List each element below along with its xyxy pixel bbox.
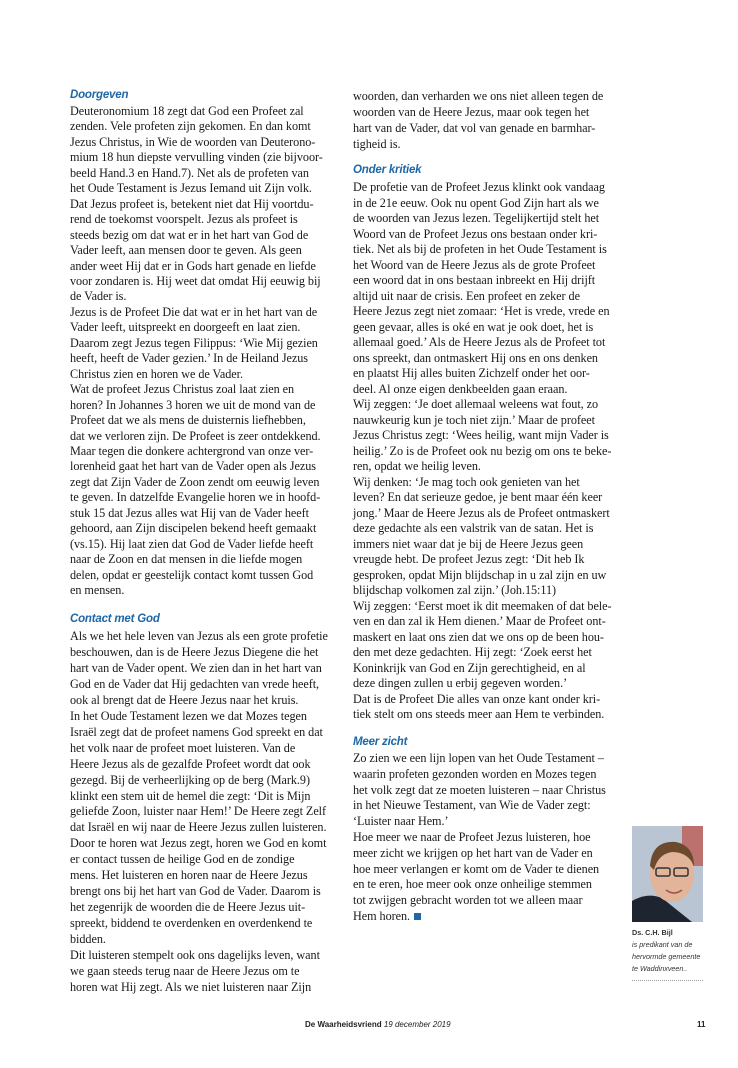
text-line: bidden.: [70, 932, 106, 947]
text-line: Wat de profeet Jezus Christus zoal laat zien en: [70, 382, 295, 397]
text-line: meer zicht we krijgen op het hart van de Vader en: [353, 845, 593, 860]
text-line: ander weet Hij dat er in Gods hart genade en liefde: [70, 258, 316, 273]
text-line: hoe meer verlangen er komt om de Vader te dienen: [353, 861, 600, 876]
text-line: tigheid is.: [353, 137, 401, 151]
heading-contact-met-god: Contact met God: [70, 613, 160, 625]
text-line: Zo zien we een lijn lopen van het Oude Testament –: [353, 751, 604, 765]
heading-meer-zicht: Meer zicht: [353, 736, 408, 748]
text-line: de Vader is.: [70, 289, 127, 304]
text-line: ven en dan zal ik Hem dienen.’ Maar de Profeet ont-: [353, 614, 606, 628]
text-line: Hoe meer we naar de Profeet Jezus luisteren, hoe: [353, 829, 591, 844]
text-line: dat we verloren zijn. De Profeet is zeer ontdekkend.: [70, 428, 321, 443]
body-contact-met-god: [70, 629, 328, 996]
text-line: zegt dat Zijn Vader de Zoon zendt om eeuwig leven: [70, 474, 320, 489]
text-line: beeld Hand.3 en Hand.7). Net als de profeten van: [70, 165, 309, 180]
text-line: De profetie van de Profeet Jezus klinkt ook vandaag: [353, 180, 605, 194]
author-photo: [632, 826, 703, 922]
text-line: leven? En dat serieuze gedoe, je bent maar één keer: [353, 490, 603, 504]
text-line: deze dingen zullen u erbij gegeven worden.’: [353, 676, 568, 690]
text-line: tiek stelt om ons steeds meer aan Hem te verbinden.: [353, 707, 605, 721]
text-line: Heere Jezus als de gezalfde Profeet wordt dat ook: [70, 756, 311, 771]
text-line: Profeet dat we als mens de duisternis liefhebben,: [70, 413, 306, 428]
text-line: vreugde hebt. De profeet Jezus zegt: ‘Dit heb Ik: [353, 552, 585, 566]
text-line: Deuteronomium 18 zegt dat God een Profeet zal: [70, 104, 304, 118]
text-line: mens. Het luisteren en horen naar de Heere Jezus: [70, 868, 308, 883]
body-contact-continued: [353, 88, 603, 152]
text-line: Vader leeft, uitspreekt en doorgeeft en laat zien.: [70, 320, 301, 335]
text-line: woorden, dan verharden we ons niet alleen tegen de: [353, 89, 604, 103]
text-line: Israël zegt dat de profeet namens God spreekt en dat: [70, 724, 323, 739]
text-line: hart van de Vader, dat vol van genade en barmhar-: [353, 121, 596, 135]
text-line: jong.’ Maar de Heere Jezus als de Profeet ontmaskert: [353, 505, 610, 520]
text-line: Wij denken: ‘Je mag toch ook genieten van het: [353, 474, 580, 489]
text-line: altijd uit naar de crisis. Een profeet en zeker de: [353, 288, 580, 303]
text-line: Jezus is de Profeet Die dat wat er in het hart van de: [70, 304, 318, 319]
author-bio-line: hervormde gemeente: [632, 952, 701, 961]
text-line: Dat Jezus profeet is, betekent niet dat Hij voortdu-: [70, 196, 314, 211]
text-line: ook al brengt dat de Heere Jezus naar het kruis.: [70, 692, 299, 707]
text-line: voor zondaren is. Hij weet dat omdat Hij eeuwig bij: [70, 273, 321, 288]
text-line: deel. Al onze eigen denkbeelden gaan eraan.: [353, 381, 568, 396]
text-line: waarin profeten gezonden worden en Mozes tegen: [353, 766, 597, 781]
text-line: Heere Jezus zegt niet zomaar: ‘Het is vrede, vrede en: [353, 304, 610, 318]
text-line: en plaatst Hij alles buiten Zichzelf onder het oor-: [353, 366, 590, 380]
heading-doorgeven: Doorgeven: [70, 89, 129, 101]
text-line: horen? In Johannes 3 horen we uit de mond van de: [70, 397, 316, 412]
text-line: Dit luisteren stempelt ook ons dagelijks leven, want: [70, 948, 320, 963]
text-line: gehoord, aan Zijn discipelen bekend heeft gemaakt: [70, 521, 317, 536]
text-line: In het Oude Testament lezen we dat Mozes tegen: [70, 708, 307, 723]
text-line: het zegenrijk de woorden die de Heere Jezus uit-: [70, 900, 306, 915]
text-line: Door te horen wat Jezus zegt, horen we God en komt: [70, 836, 327, 851]
text-line: Vader leeft, aan mensen door te geven. Als geen: [70, 243, 302, 258]
text-line: heeft, heeft de Vader gezien.’ In de Heiland Jezus: [70, 351, 308, 366]
text-line: dat Israël en wij naar de Heere Jezus zullen luisteren.: [70, 820, 327, 835]
footer-publication: [305, 1020, 451, 1029]
publication-date: 19 december 2019: [383, 1020, 451, 1029]
text-line: hart van de Vader opent. We zien dan in het hart van: [70, 660, 322, 675]
text-line: Wij zeggen: ‘Eerst moet ik dit meemaken of dat bele-: [353, 598, 612, 613]
text-line: en te eren, hoe meer ook onze onheilige stemmen: [353, 877, 592, 892]
text-line: het volk zegt dat ze moeten luisteren – naar Christus: [353, 782, 606, 797]
text-line: heilig.’ Zo is de Profeet ook nu bezig om ons te beke-: [353, 443, 612, 458]
text-line: het Oude Testament is Jezus Iemand uit Zijn volk.: [70, 181, 312, 196]
text-line: Als we het hele leven van Jezus als een grote profetie: [70, 629, 328, 643]
text-line: geliefde Zoon, luister naar Hem!’ De Heere zegt Zelf: [70, 804, 327, 819]
author-bio-line: te Waddinxveen..: [632, 964, 688, 973]
text-line: (vs.15). Hij laat zien dat God de Vader liefde heeft: [70, 536, 314, 551]
text-line: Daarom zegt Jezus tegen Filippus: ‘Wie Mij gezien: [70, 335, 318, 350]
text-line: immers niet waar dat je bij de Heere Jezus geen: [353, 536, 584, 551]
text-line: spreekt, biddend te overdenken en overdenkend te: [70, 916, 313, 931]
text-line: deze gedachte als een valstrik van de satan. Het is: [353, 521, 594, 535]
text-line: woorden van de Heere Jezus, maar ook tegen het: [353, 105, 590, 119]
text-line: beschouwen, dan is de Heere Jezus Diegene die het: [70, 644, 319, 659]
caption-divider: [632, 980, 703, 981]
author-bio-line: is predikant van de: [632, 940, 693, 949]
text-line: lorenheid gaat het hart van de Vader open als Jezus: [70, 459, 316, 474]
text-line: het volk naar de profeet moet luisteren. Van de: [70, 740, 296, 755]
text-line: we gaan steeds terug naar de Heere Jezus om te: [70, 964, 300, 979]
text-line: God en de Vader dat Hij gedachten van vrede heeft,: [70, 676, 320, 691]
text-line: het Woord van de Heere Jezus als de grote Profeet: [353, 257, 596, 272]
text-line: den met deze gedachten. Hij zegt: ‘Zoek eerst het: [353, 645, 592, 659]
text-line: ‘Luister naar Hem.’: [353, 814, 449, 829]
text-line: Hem horen.: [353, 909, 606, 925]
text-line: gesproken, opdat Mijn blijdschap in u zal zijn en uw: [353, 567, 607, 582]
text-line: Woord van de Profeet Jezus ons bestaan onder kri-: [353, 226, 598, 241]
text-line: ren, opdat we heilig leven.: [353, 459, 481, 473]
heading-onder-kritiek: Onder kritiek: [353, 164, 422, 176]
page-number: 11: [697, 1020, 706, 1029]
text-line: gezegd. Bij de verheerlijking op de berg (Mark.9): [70, 772, 310, 787]
body-meer-zicht: [353, 751, 606, 925]
text-line: steeds bezig om dat wat er in het hart van God de: [70, 227, 309, 242]
text-line: tiek. Net als bij de profeten in het Oude Testament is: [353, 242, 607, 256]
text-line: geen gevaar, alles is oké en wat je ook doet, het is: [353, 319, 594, 334]
text-line: maskert en laat ons zien dat we ons op de been hou-: [353, 629, 604, 644]
text-line: een woord dat in ons bestaan inbreekt en Hij drijft: [353, 273, 596, 287]
text-line: en mensen.: [70, 583, 125, 598]
author-name: Ds. C.H. Bijl: [632, 928, 673, 937]
publication-name: De Waarheidsvriend: [305, 1020, 382, 1029]
text-line: tot zwijgen gebracht worden tot we alleen maar: [353, 893, 583, 908]
text-line: er contact tussen de heilige God en de zondige: [70, 852, 295, 867]
text-line: Jezus Christus zegt: ‘Wees heilig, want mijn Vader is: [353, 428, 609, 442]
text-line: klinkt een stem uit de hemel die zegt: ‘Dit is Mijn: [70, 788, 311, 803]
text-line: blijdschap volkomen zal zijn.’ (Joh.15:11): [353, 583, 557, 597]
text-line: Jezus Christus, in Wie de woorden van Deuterono-: [70, 134, 316, 149]
body-onder-kritiek: [353, 180, 612, 723]
text-line: in de 21e eeuw. Ook nu opent God Zijn hart als we: [353, 195, 599, 210]
author-caption: [632, 927, 700, 975]
text-line: brengt ons bij het hart van God de Vader. Daarom is: [70, 884, 321, 899]
text-line: horen wat Hij zegt. Als we niet luisteren naar Zijn: [70, 979, 312, 994]
text-line: zenden. Vele profeten zijn gekomen. En dan komt: [70, 119, 311, 134]
text-line: nauwkeurig kun je toch niet zijn.’ Maar de profeet: [353, 412, 595, 427]
text-line: Wij zeggen: ‘Je doet allemaal weleens wat fout, zo: [353, 397, 599, 411]
text-line: te geven. In datzelfde Evangelie horen we in hoofd-: [70, 490, 321, 505]
text-line: Dat is de Profeet Die alles van onze kant onder kri-: [353, 691, 601, 706]
text-line: in het Nieuwe Testament, van Wie de Vader zegt:: [353, 798, 591, 813]
text-line: naar de Zoon en dat mensen in die liefde mogen: [70, 552, 303, 567]
end-of-article-mark: [414, 913, 421, 920]
text-line: Christus zien en horen we de Vader.: [70, 366, 244, 381]
text-line: Maar tegen die donkere achtergrond van onze ver-: [70, 443, 314, 458]
text-line: delen, opdat er geestelijk contact komt tussen God: [70, 567, 314, 582]
text-line: mium 18 hun diepste vervulling vinden (zie bijvoor-: [70, 150, 323, 165]
text-line: Koninkrijk van God en Zijn gerechtigheid, en al: [353, 660, 586, 675]
text-line: ons spreekt, dan ontmaskert Hij ons en ons denken: [353, 350, 598, 365]
text-line: stuk 15 dat Jezus alles wat Hij van de Vader heeft: [70, 505, 309, 520]
text-line: allemaal goed.’ Als de Heere Jezus als de Profeet tot: [353, 335, 606, 349]
text-line: rend de toekomst voorspelt. Jezus als profeet is: [70, 212, 298, 227]
text-line: de woorden van Jezus lezen. Tegelijkertijd stelt het: [353, 211, 600, 225]
body-doorgeven: [70, 104, 323, 599]
